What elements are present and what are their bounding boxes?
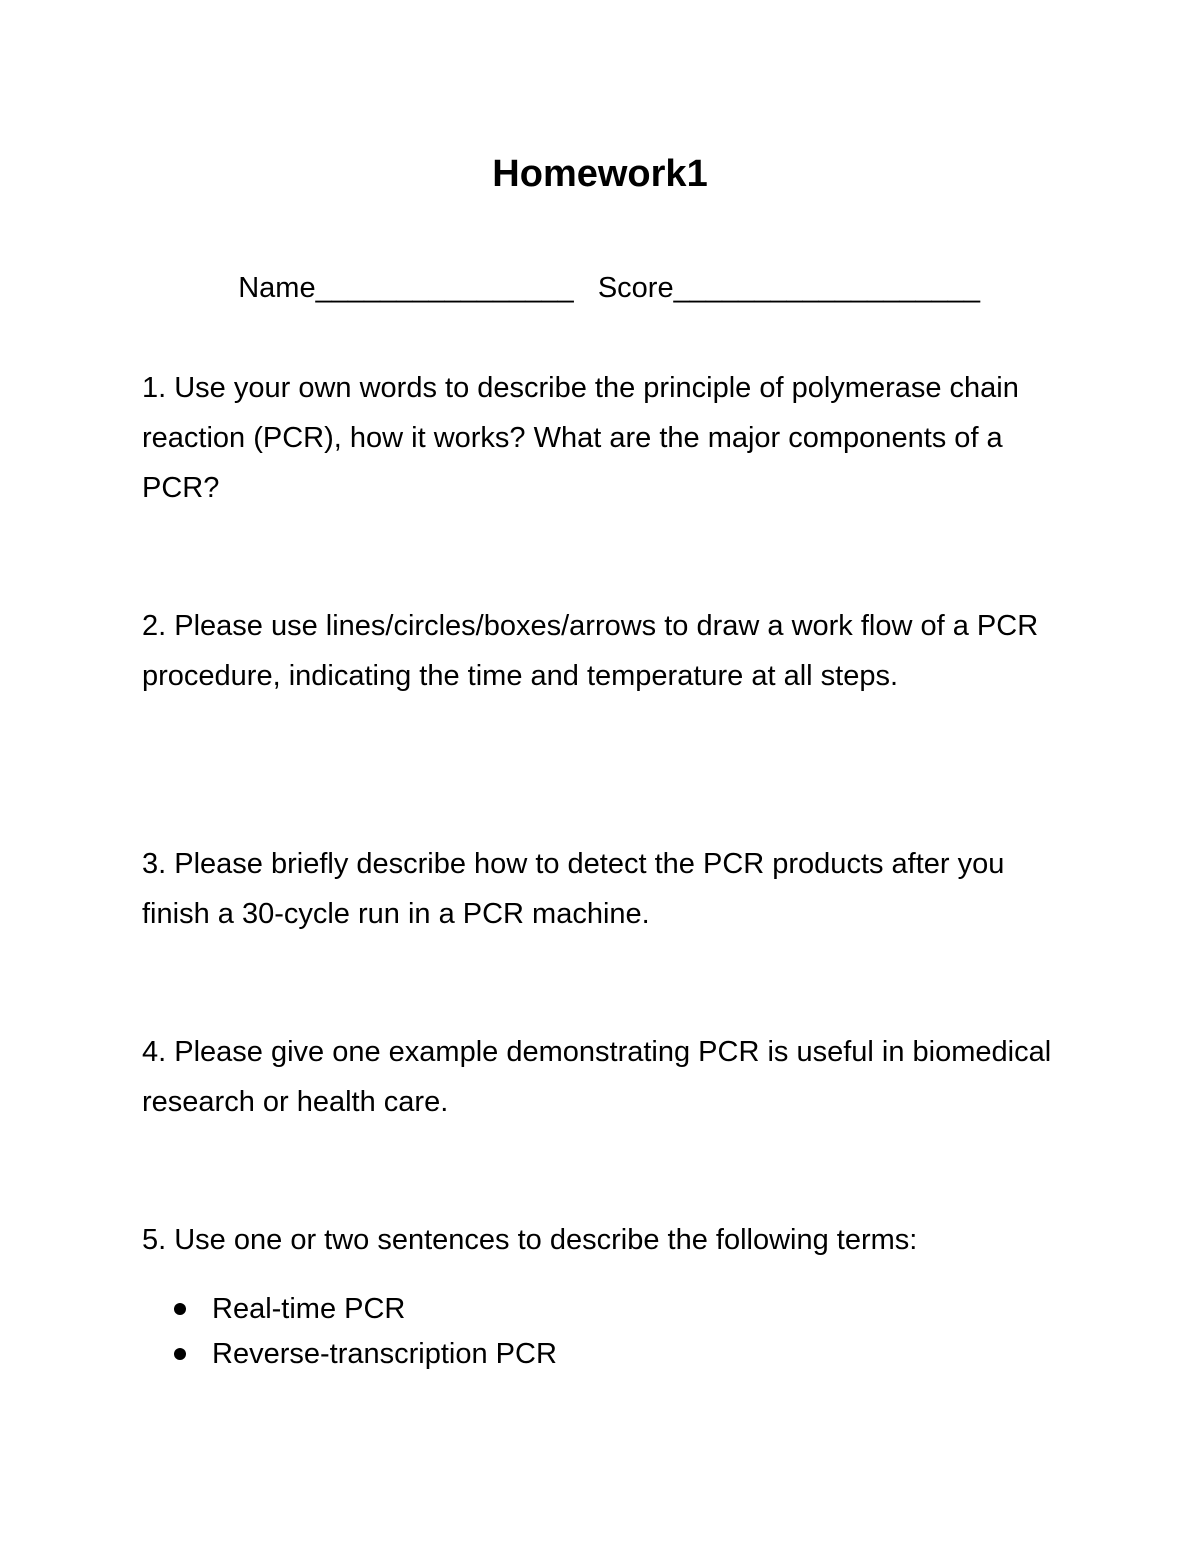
bullet-icon [174, 1348, 186, 1360]
name-field-label: Name________________ [238, 272, 574, 304]
name-score-line [206, 228, 980, 348]
question-5: 5. Use one or two sentences to describe the following terms: [142, 1224, 918, 1256]
field-gap [574, 272, 598, 304]
list-item [172, 1333, 557, 1378]
score-field-label: Score___________________ [597, 272, 981, 304]
question-3: 3. Please briefly describe how to detect the PCR products after you finish a 30-cycle run in a PCR machine. [142, 848, 1005, 930]
question-4: 4. Please give one example demonstrating PCR is useful in biomedical research or health care. [142, 1036, 1052, 1118]
term-label: Real-time PCR [212, 1293, 406, 1325]
page-title: Homework1 [492, 153, 708, 195]
list-item [172, 1288, 557, 1333]
bullet-icon [174, 1303, 186, 1315]
terms-list [172, 1288, 557, 1378]
question-1: 1. Use your own words to describe the principle of polymerase chain reaction (PCR), how it works? What are the major components of a PCR? [142, 372, 1019, 504]
question-2: 2. Please use lines/circles/boxes/arrows to draw a work flow of a PCR procedure, indicating the time and temperature at all steps. [142, 610, 1039, 692]
term-label: Reverse-transcription PCR [212, 1338, 557, 1370]
